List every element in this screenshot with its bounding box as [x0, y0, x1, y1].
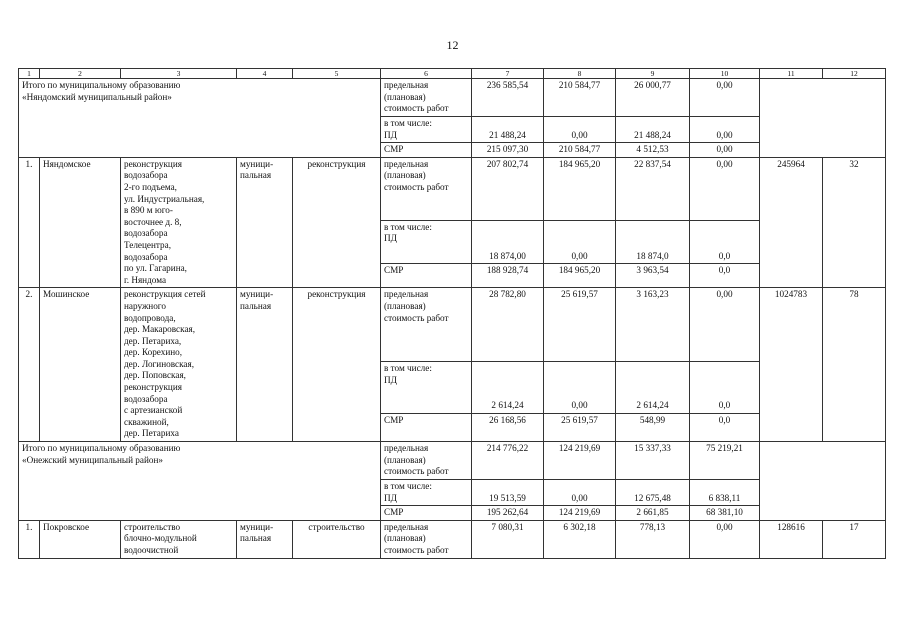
amount-c10: 6 838,11 — [690, 480, 760, 506]
amount-c7: 26 168,56 — [472, 413, 544, 441]
amount-c7: 195 262,64 — [472, 506, 544, 521]
investment-table — [18, 68, 886, 559]
cost-type: предельная (плановая) стоимость работ — [381, 79, 472, 117]
settlement-name: Няндомское — [40, 157, 121, 288]
amount-c10: 0,0 — [690, 264, 760, 288]
work-type: реконструкция — [293, 157, 381, 288]
col-header-10: 10 — [690, 69, 760, 79]
amount-c10: 0,00 — [690, 79, 760, 117]
table-row — [19, 288, 886, 362]
amount-c8: 124 219,69 — [544, 442, 616, 480]
amount-c8: 0,00 — [544, 220, 616, 263]
amount-c7: 207 802,74 — [472, 157, 544, 220]
settlement-name: Покровское — [40, 520, 121, 558]
row-number: 2. — [19, 288, 40, 442]
amount-c8: 25 619,57 — [544, 288, 616, 362]
ownership-type: муници- пальная — [237, 157, 293, 288]
count-value: 78 — [823, 288, 886, 442]
col-header-5: 5 — [293, 69, 381, 79]
amount-c9: 2 661,85 — [616, 506, 690, 521]
amount-c8: 210 584,77 — [544, 143, 616, 158]
amount-c9: 3 963,54 — [616, 264, 690, 288]
cost-type: СМР — [381, 143, 472, 158]
total-label: Итого по муниципальному образованию «Онежский муниципальный район» — [19, 442, 381, 521]
amount-c9: 21 488,24 — [616, 117, 690, 143]
col-header-7: 7 — [472, 69, 544, 79]
col-header-9: 9 — [616, 69, 690, 79]
amount-c7: 236 585,54 — [472, 79, 544, 117]
work-type: реконструкция — [293, 288, 381, 442]
col-header-1: 1 — [19, 69, 40, 79]
total-label: Итого по муниципальному образованию «Няндомский муниципальный район» — [19, 79, 381, 158]
cost-type: предельная (плановая) стоимость работ — [381, 442, 472, 480]
amount-c9: 548,99 — [616, 413, 690, 441]
ownership-type: муници- пальная — [237, 520, 293, 558]
cost-type: в том числе: ПД — [381, 117, 472, 143]
amount-c7: 28 782,80 — [472, 288, 544, 362]
amount-c7: 188 928,74 — [472, 264, 544, 288]
count-value: 32 — [823, 157, 886, 288]
amount-c10: 68 381,10 — [690, 506, 760, 521]
capacity-value: 1024783 — [760, 288, 823, 442]
amount-c10: 0,0 — [690, 220, 760, 263]
amount-c10: 0,00 — [690, 143, 760, 158]
amount-c8: 184 965,20 — [544, 264, 616, 288]
amount-c9: 3 163,23 — [616, 288, 690, 362]
total-row — [19, 79, 886, 117]
work-type: строительство — [293, 520, 381, 558]
count-value: 17 — [823, 520, 886, 558]
total-row — [19, 442, 886, 480]
amount-c10: 0,0 — [690, 413, 760, 441]
amount-c9: 778,13 — [616, 520, 690, 558]
amount-c8: 0,00 — [544, 117, 616, 143]
column-number-header — [19, 69, 886, 79]
amount-c7: 21 488,24 — [472, 117, 544, 143]
cost-type: в том числе: ПД — [381, 362, 472, 413]
amount-c10: 75 219,21 — [690, 442, 760, 480]
col-header-4: 4 — [237, 69, 293, 79]
amount-c7: 19 513,59 — [472, 480, 544, 506]
amount-c8: 184 965,20 — [544, 157, 616, 220]
cost-type: СМР — [381, 264, 472, 288]
cost-type: предельная (плановая) стоимость работ — [381, 288, 472, 362]
col-header-2: 2 — [40, 69, 121, 79]
amount-c7: 214 776,22 — [472, 442, 544, 480]
cost-type: предельная (плановая) стоимость работ — [381, 157, 472, 220]
amount-c10: 0,00 — [690, 117, 760, 143]
amount-c8: 0,00 — [544, 362, 616, 413]
amount-c10: 0,0 — [690, 362, 760, 413]
amount-c10: 0,00 — [690, 157, 760, 220]
amount-c9: 15 337,33 — [616, 442, 690, 480]
amount-c7: 18 874,00 — [472, 220, 544, 263]
amount-c9: 18 874,0 — [616, 220, 690, 263]
page-number: 12 — [446, 38, 459, 52]
object-description: реконструкция водозабора 2-го подъема, ул. Индустриальная, в 890 м юго- восточнее д. 8, водозабора Телецентра, водозабора по ул. Гагарина, г. Няндома — [121, 157, 237, 288]
amount-c7: 215 097,30 — [472, 143, 544, 158]
amount-c9: 4 512,53 — [616, 143, 690, 158]
amount-c8: 210 584,77 — [544, 79, 616, 117]
object-description: строительство блочно-модульной водоочистной — [121, 520, 237, 558]
cost-type: предельная (плановая) стоимость работ — [381, 520, 472, 558]
cost-type: СМР — [381, 506, 472, 521]
amount-c10: 0,00 — [690, 288, 760, 362]
amount-c7: 7 080,31 — [472, 520, 544, 558]
amount-c9: 22 837,54 — [616, 157, 690, 220]
col-header-6: 6 — [381, 69, 472, 79]
amount-c8: 25 619,57 — [544, 413, 616, 441]
amount-c8: 0,00 — [544, 480, 616, 506]
row-number: 1. — [19, 520, 40, 558]
table-row — [19, 520, 886, 558]
cost-type: в том числе: ПД — [381, 220, 472, 263]
capacity-value: 245964 — [760, 157, 823, 288]
cost-type: в том числе: ПД — [381, 480, 472, 506]
empty-cell — [760, 79, 886, 158]
object-description: реконструкция сетей наружного водопровода, дер. Макаровская, дер. Петариха, дер. Корехино, дер. Логиновская, дер. Поповская, реконструкция водозабора с артезианской скважиной, дер. Петариха — [121, 288, 237, 442]
amount-c9: 2 614,24 — [616, 362, 690, 413]
amount-c8: 6 302,18 — [544, 520, 616, 558]
settlement-name: Мошинское — [40, 288, 121, 442]
amount-c10: 0,00 — [690, 520, 760, 558]
capacity-value: 128616 — [760, 520, 823, 558]
col-header-11: 11 — [760, 69, 823, 79]
amount-c9: 12 675,48 — [616, 480, 690, 506]
row-number: 1. — [19, 157, 40, 288]
amount-c9: 26 000,77 — [616, 79, 690, 117]
table-row — [19, 157, 886, 220]
amount-c7: 2 614,24 — [472, 362, 544, 413]
ownership-type: муници- пальная — [237, 288, 293, 442]
col-header-3: 3 — [121, 69, 237, 79]
cost-type: СМР — [381, 413, 472, 441]
col-header-8: 8 — [544, 69, 616, 79]
amount-c8: 124 219,69 — [544, 506, 616, 521]
empty-cell — [760, 442, 886, 521]
col-header-12: 12 — [823, 69, 886, 79]
